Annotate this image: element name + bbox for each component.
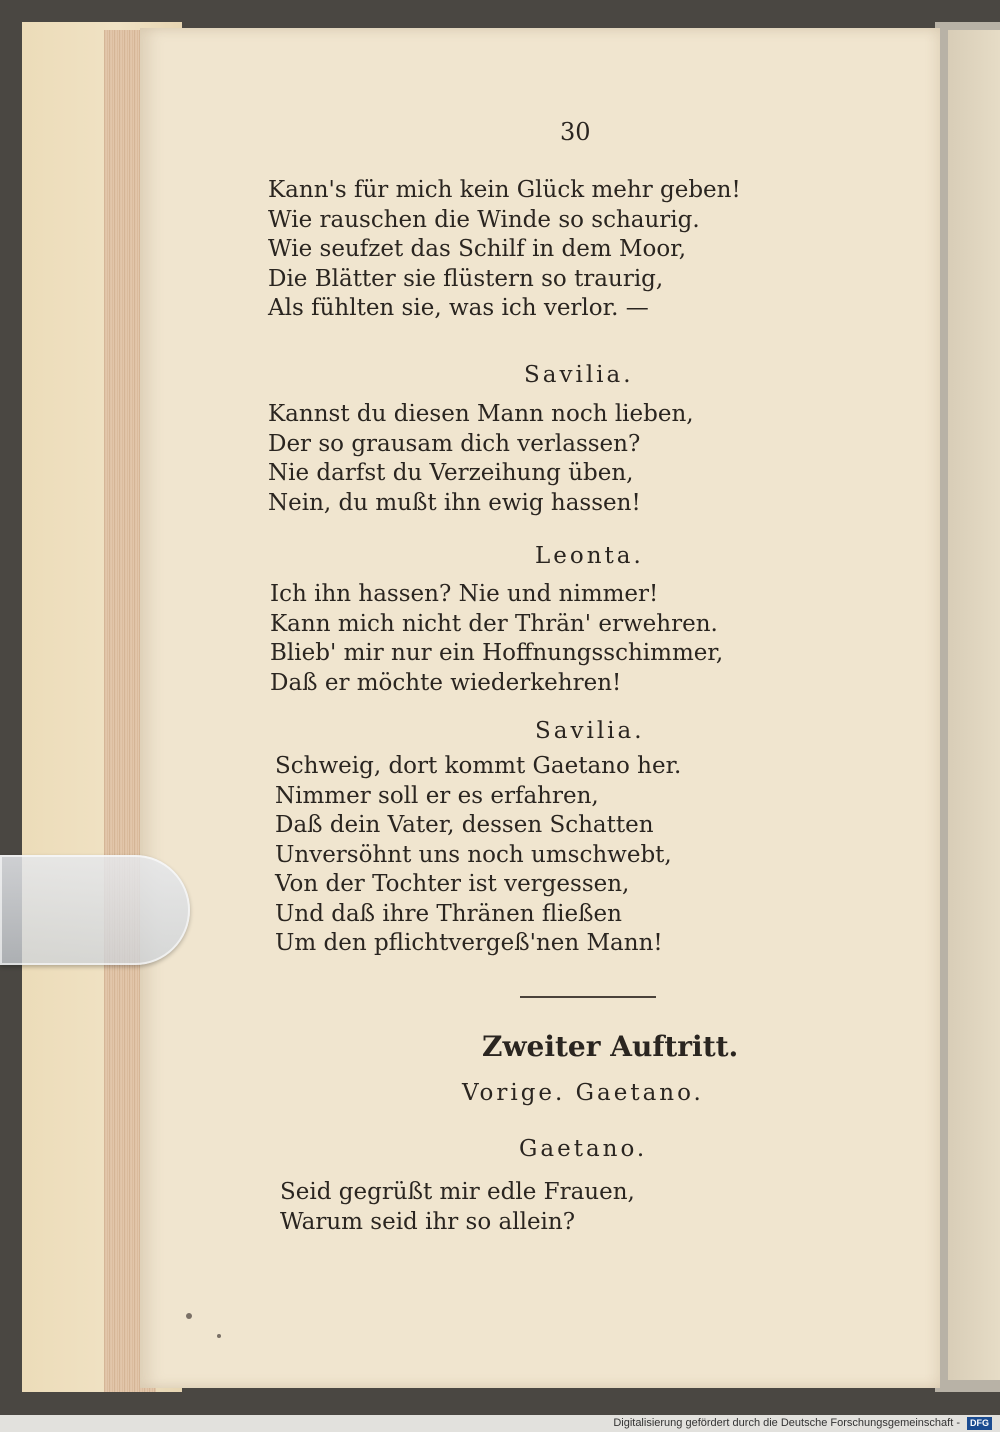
verse-line: Und daß ihre Thränen fließen [275,900,622,927]
verse-line: Um den pflichtvergeß'nen Mann! [275,930,663,956]
verse-line: Schweig, dort kommt Gaetano her. [275,753,682,779]
verse-line: Kann mich nicht der Thrän' erwehren. [270,610,718,637]
scene-heading: Zweiter Auftritt. [482,1030,739,1063]
speaker-name: Savilia. [524,362,634,388]
speaker-name: Gaetano. [519,1136,648,1162]
verse-line: Als fühlten sie, was ich verlor. — [268,295,649,321]
verse-line: Wie rauschen die Winde so schaurig. [268,206,700,233]
stanza-2 [268,400,694,518]
verse-line: Seid gegrüßt mir edle Frauen, [280,1179,635,1205]
speaker-name: Savilia. [535,718,645,744]
verse-line: Nein, du mußt ihn ewig hassen! [268,489,641,516]
paper-speck [217,1334,221,1338]
verse-line: Wie seufzet das Schilf in dem Moor, [268,236,687,262]
stanza-5 [280,1178,635,1237]
verse-line: Die Blätter sie flüstern so traurig, [268,265,664,292]
page-number: 30 [560,118,591,146]
section-divider [520,996,656,998]
verse-line: Blieb' mir nur ein Hoffnungsschimmer, [270,640,724,666]
verse-line: Nie darfst du Verzeihung üben, [268,460,634,486]
verse-line: Daß dein Vater, dessen Schatten [275,812,654,838]
verse-line: Unversöhnt uns noch umschwebt, [275,841,672,868]
verse-line: Kann's für mich kein Glück mehr geben! [268,177,741,203]
verse-line: Von der Tochter ist vergessen, [275,871,630,897]
dfg-logo: DFG [967,1417,992,1430]
stanza-3 [270,580,723,698]
footer-bar [0,1415,1000,1432]
stanza-1 [268,176,741,324]
footer-credit: Digitalisierung gefördert durch die Deutsche Forschungsgemeinschaft - [613,1417,960,1429]
verse-line: Nimmer soll er es erfahren, [275,782,599,809]
verse-line: Daß er möchte wiederkehren! [270,669,622,696]
paper-speck [186,1313,192,1319]
verse-line: Ich ihn hassen? Nie und nimmer! [270,581,659,607]
stanza-4 [275,752,681,959]
verse-line: Kannst du diesen Mann noch lieben, [268,401,694,427]
verse-line: Der so grausam dich verlassen? [268,430,641,457]
verse-line: Warum seid ihr so allein? [280,1208,576,1235]
scene-cast: Vorige. Gaetano. [462,1080,704,1106]
speaker-name: Leonta. [535,543,644,569]
